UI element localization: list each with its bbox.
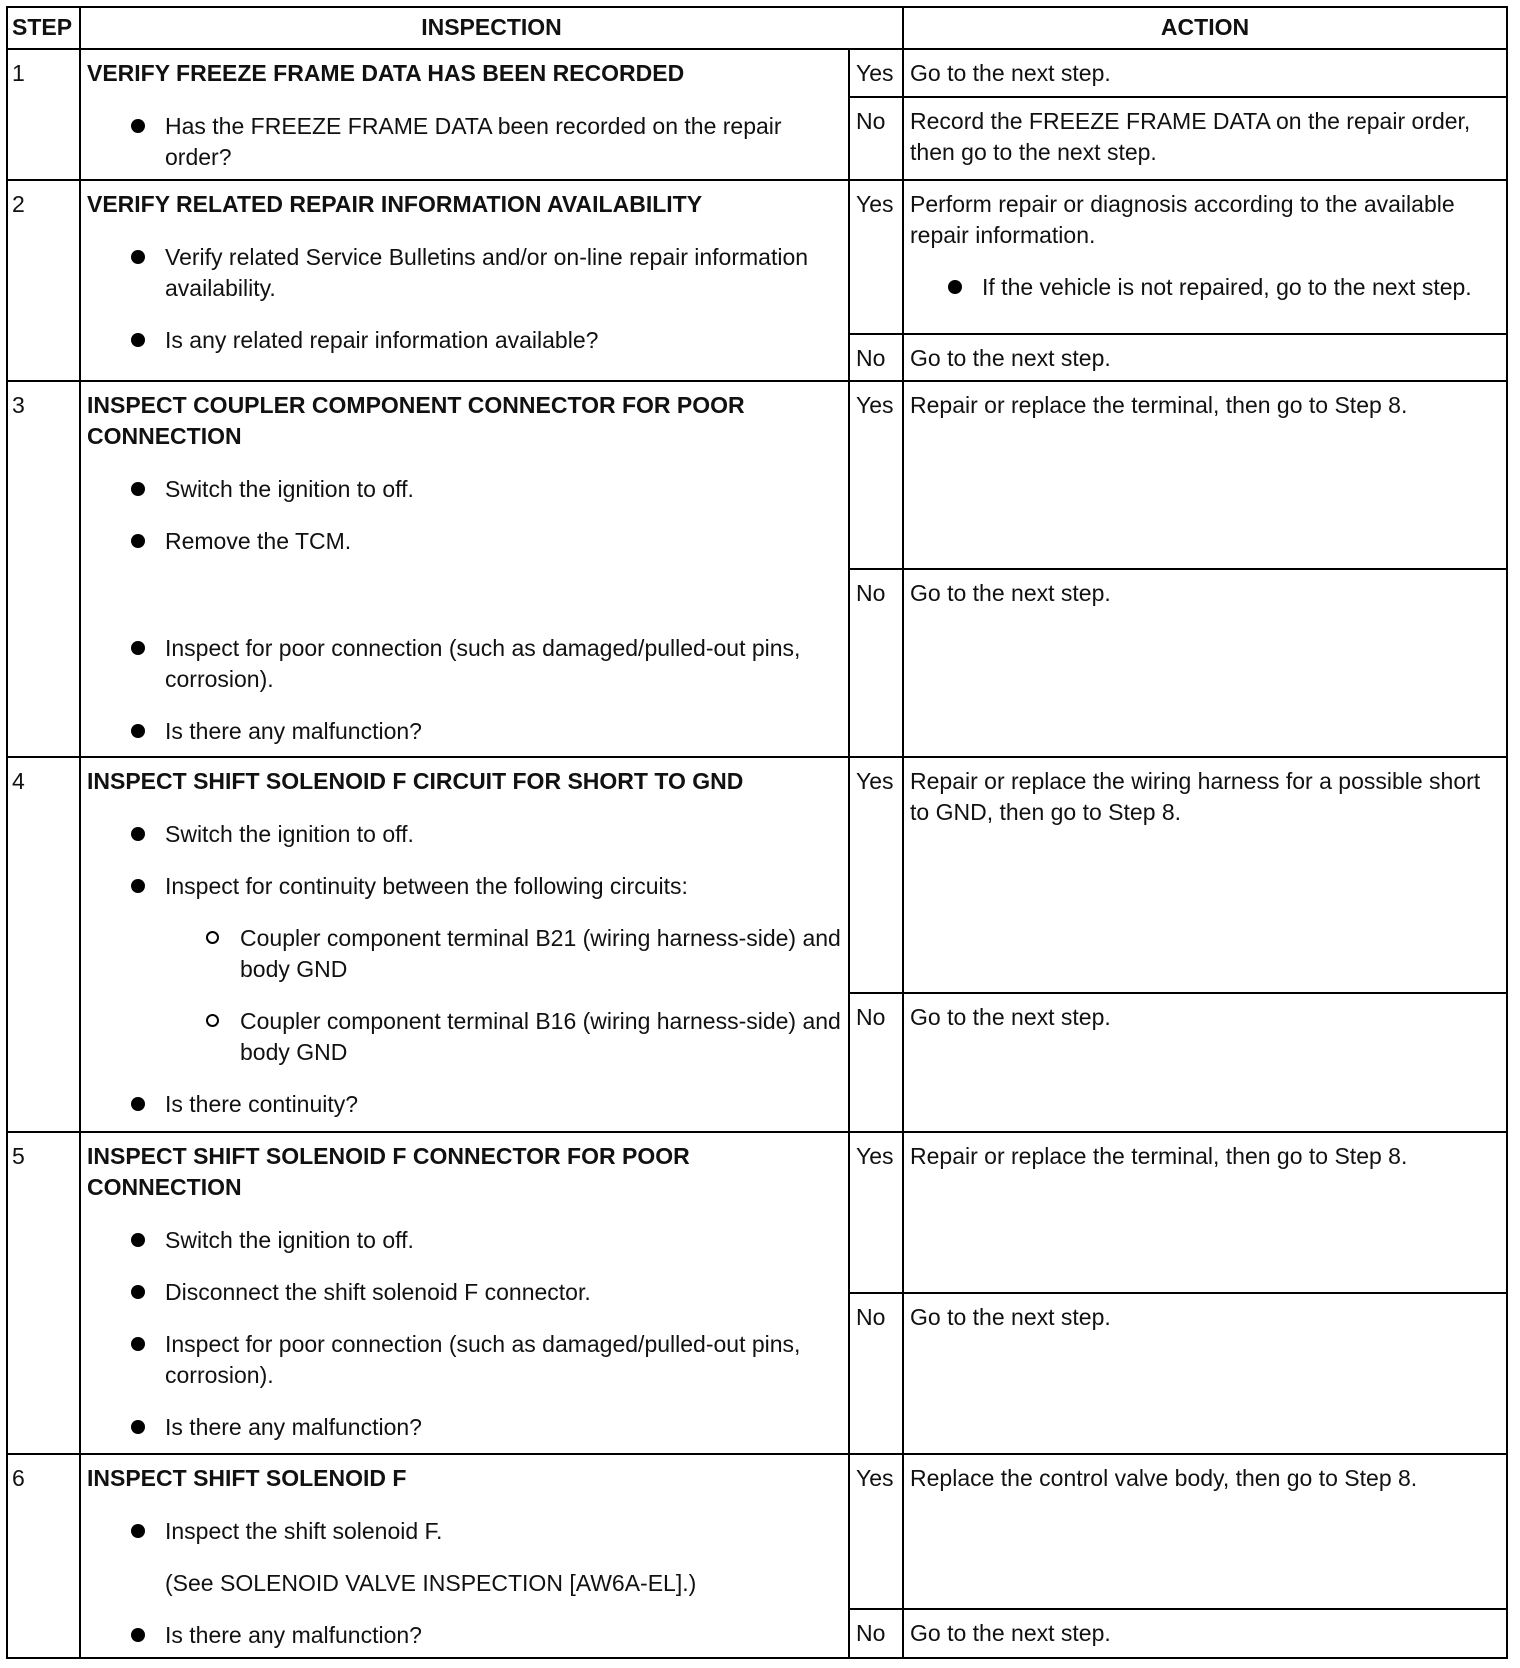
yes-action: Go to the next step. [903, 49, 1507, 97]
inspection-subitem: Coupler component terminal B21 (wiring harness-side) and body GND [87, 923, 842, 985]
table-header-row [7, 7, 1507, 49]
step-number: 5 [7, 1132, 80, 1454]
inspection-subitem: Coupler component terminal B16 (wiring harness-side) and body GND [87, 1006, 842, 1068]
step-number: 2 [7, 180, 80, 381]
step-1-yes-row [7, 49, 1507, 97]
step-5-yes-row [7, 1132, 1507, 1293]
no-label: No [849, 1293, 903, 1454]
step-title: INSPECT SHIFT SOLENOID F [87, 1465, 407, 1491]
step-6-yes-row [7, 1454, 1507, 1609]
inspection-item: Is there any malfunction? [87, 1620, 842, 1651]
step-title: INSPECT SHIFT SOLENOID F CONNECTOR FOR POOR CONNECTION [87, 1143, 690, 1200]
inspection-item: Switch the ignition to off. [87, 819, 842, 850]
inspection-item: Has the FREEZE FRAME DATA been recorded on the repair order? [87, 111, 842, 173]
no-action: Go to the next step. [903, 1293, 1507, 1454]
yes-label: Yes [849, 49, 903, 97]
inspection-item: Verify related Service Bulletins and/or on-line repair information availability. [87, 242, 842, 304]
yes-action: Repair or replace the wiring harness for a possible short to GND, then go to Step 8. [903, 757, 1507, 993]
inspection-item: Inspect for poor connection (such as damaged/pulled-out pins, corrosion). [87, 1329, 842, 1391]
step-title: VERIFY RELATED REPAIR INFORMATION AVAILABILITY [87, 191, 703, 217]
step-number: 6 [7, 1454, 80, 1658]
yes-label: Yes [849, 180, 903, 334]
step-title: VERIFY FREEZE FRAME DATA HAS BEEN RECORDED [87, 60, 685, 86]
no-label: No [849, 569, 903, 757]
yes-action: Repair or replace the terminal, then go to Step 8. [903, 1132, 1507, 1293]
yes-label: Yes [849, 1132, 903, 1293]
diagnostic-table [6, 6, 1508, 1659]
yes-action: Perform repair or diagnosis according to the available repair information. [910, 191, 1455, 248]
step-title: INSPECT COUPLER COMPONENT CONNECTOR FOR POOR CONNECTION [87, 392, 745, 449]
inspection-item: Is there any malfunction? [87, 716, 842, 747]
inspection-column-header: INSPECTION [80, 7, 903, 49]
step-title: INSPECT SHIFT SOLENOID F CIRCUIT FOR SHORT TO GND [87, 768, 744, 794]
step-number: 1 [7, 49, 80, 180]
inspection-item: Disconnect the shift solenoid F connector. [87, 1277, 842, 1308]
no-action: Record the FREEZE FRAME DATA on the repair order, then go to the next step. [903, 97, 1507, 180]
step-3-yes-row [7, 381, 1507, 569]
step-2-yes-row [7, 180, 1507, 334]
no-action: Go to the next step. [903, 1609, 1507, 1658]
yes-label: Yes [849, 757, 903, 993]
step-3-inspection [80, 381, 849, 757]
inspection-item: Is there continuity? [87, 1089, 842, 1120]
yes-action-cell [903, 180, 1507, 334]
action-column-header: ACTION [903, 7, 1507, 49]
yes-label: Yes [849, 381, 903, 569]
inspection-item: Switch the ignition to off. [87, 474, 842, 505]
reference-note: (See SOLENOID VALVE INSPECTION [AW6A-EL].) [165, 1570, 697, 1596]
no-label: No [849, 1609, 903, 1658]
yes-action: Replace the control valve body, then go to Step 8. [903, 1454, 1507, 1609]
inspection-item: Inspect for continuity between the following circuits: [87, 871, 842, 902]
no-label: No [849, 993, 903, 1132]
no-action: Go to the next step. [903, 993, 1507, 1132]
yes-label: Yes [849, 1454, 903, 1609]
inspection-item: Is any related repair information available? [87, 325, 842, 356]
no-label: No [849, 97, 903, 180]
step-6-inspection [80, 1454, 849, 1658]
inspection-item: Inspect for poor connection (such as damaged/pulled-out pins, corrosion). [87, 633, 842, 695]
inspection-item: Switch the ignition to off. [87, 1225, 842, 1256]
no-action: Go to the next step. [903, 334, 1507, 381]
action-item: If the vehicle is not repaired, go to the next step. [910, 272, 1500, 303]
inspection-item: Remove the TCM. [87, 526, 842, 557]
inspection-item: Is there any malfunction? [87, 1412, 842, 1443]
step-column-header: STEP [7, 7, 80, 49]
no-label: No [849, 334, 903, 381]
step-4-yes-row [7, 757, 1507, 993]
inspection-item: Inspect the shift solenoid F. [87, 1516, 842, 1547]
step-5-inspection [80, 1132, 849, 1454]
step-2-inspection [80, 180, 849, 381]
no-action: Go to the next step. [903, 569, 1507, 757]
step-number: 4 [7, 757, 80, 1132]
step-number: 3 [7, 381, 80, 757]
diagnostic-procedure-page [6, 6, 1506, 1659]
step-1-inspection [80, 49, 849, 180]
yes-action: Repair or replace the terminal, then go to Step 8. [903, 381, 1507, 569]
step-4-inspection [80, 757, 849, 1132]
